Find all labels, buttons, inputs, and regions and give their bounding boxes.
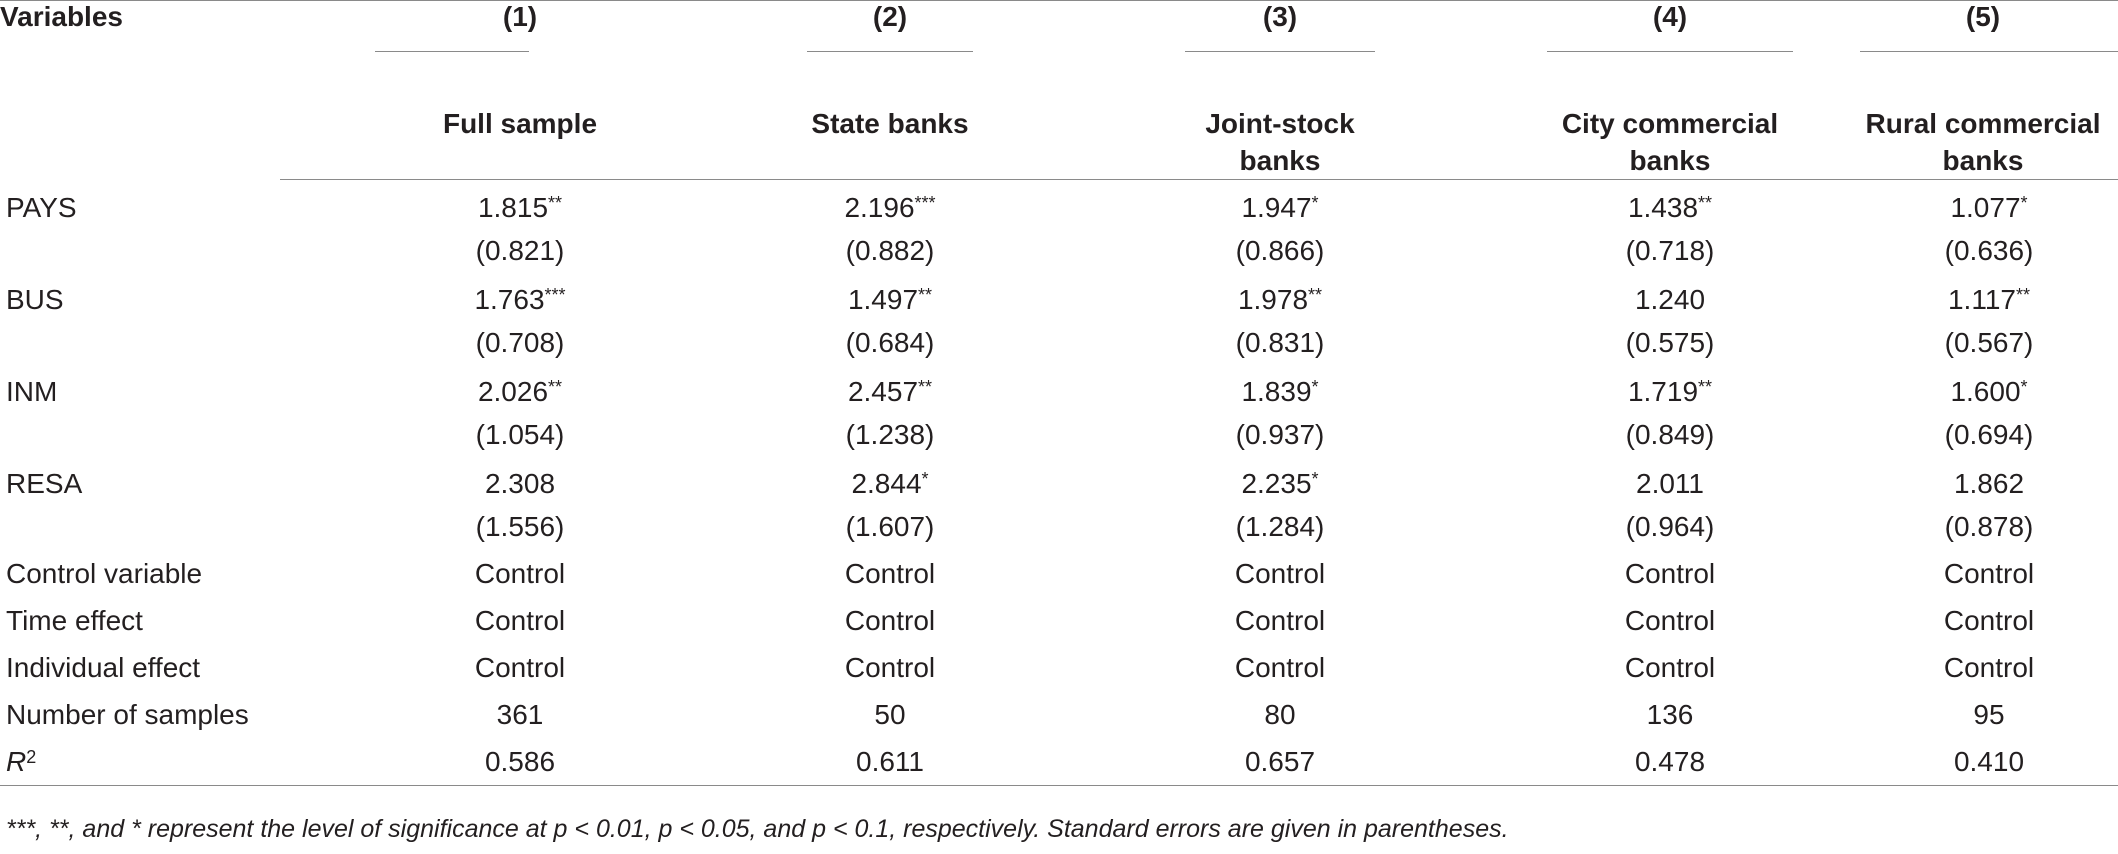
se-cell: (0.684) [845,327,935,358]
table-row [0,413,2118,456]
significance-stars: ** [1308,285,1323,305]
column-name-2 [700,83,1080,180]
coef-cell [1080,180,1480,230]
se-cell: (0.849) [1625,419,1715,450]
coef-value: 2.235 [1241,468,1312,499]
row-label: RESA [6,468,83,499]
se-cell: (0.694) [1944,419,2034,450]
se-cell: (0.866) [1235,235,1325,266]
table-row [0,505,2118,548]
row-label: INM [6,376,58,407]
coef-cell [1860,180,2118,230]
column-number-3 [1080,1,1480,84]
value-cell: Control [1943,605,2035,636]
se-cell: (1.607) [845,511,935,542]
column-number-2 [700,1,1080,84]
column-name-5-line-1: Rural commercial [1865,108,2101,139]
value-cell: Control [1234,652,1326,683]
value-cell: 80 [1264,699,1296,730]
row-label-empty [0,505,280,548]
coef-cell [1080,364,1480,413]
value-cell: Control [1943,558,2035,589]
significance-stars: * [1311,377,1319,397]
coef-cell [700,272,1080,321]
se-cell: (0.878) [1944,511,2034,542]
value-cell: Control [844,605,936,636]
column-2-underline [807,51,973,52]
significance-stars: * [2020,377,2028,397]
table-row [0,180,2118,230]
significance-stars: * [1311,193,1319,213]
column-name-3-line-1: Joint-stock [1205,108,1355,139]
significance-stars: * [2020,193,2028,213]
value-cell: Control [1943,652,2035,683]
se-cell: (1.556) [475,511,565,542]
coef-cell [1480,272,1860,321]
column-name-4-line-1: City commercial [1561,108,1779,139]
value-cell: 0.611 [700,738,1080,786]
coef-cell [1860,456,2118,505]
column-name-5-line-2: banks [1942,145,2024,176]
significance-stars: ** [918,285,933,305]
value-cell: Control [474,652,566,683]
value-cell: Control [1624,652,1716,683]
column-1-underline [375,51,529,52]
coef-cell [280,180,700,230]
column-4-underline [1547,51,1793,52]
column-name-2-line-1: State banks [811,108,969,139]
row-label: Time effect [6,605,143,636]
column-number-5-label: (5) [1965,1,2001,32]
r-squared-exponent: 2 [26,747,37,767]
significance-stars: ** [1698,377,1713,397]
table-row-r-squared [0,738,2118,786]
column-number-4-label: (4) [1652,1,1688,32]
value-cell: 95 [1973,699,2005,730]
value-cell: 0.478 [1480,738,1860,786]
column-number-2-label: (2) [872,1,908,32]
coef-cell [700,364,1080,413]
table-row [0,229,2118,272]
coef-cell [1080,272,1480,321]
table-row [0,321,2118,364]
column-number-4 [1480,1,1860,84]
coef-cell [700,456,1080,505]
se-cell: (0.718) [1625,235,1715,266]
coef-cell [280,272,700,321]
value-cell: 50 [874,699,906,730]
row-label: BUS [6,284,64,315]
coef-value: 2.844 [851,468,922,499]
table-row [0,644,2118,691]
coef-value: 1.117 [1947,284,2016,315]
se-cell: (0.708) [475,327,565,358]
coef-value: 1.862 [1953,468,2025,499]
row-label-empty [0,321,280,364]
se-cell: (0.636) [1944,235,2034,266]
coef-value: 2.308 [484,468,556,499]
value-cell: 361 [496,699,544,730]
column-name-1 [280,83,700,180]
variables-header: Variables [0,1,123,32]
coef-value: 1.438 [1627,192,1699,223]
coef-cell [280,456,700,505]
row-label-empty [0,413,280,456]
se-cell: (1.054) [475,419,565,450]
coef-value: 1.815 [477,192,549,223]
coef-cell [1080,456,1480,505]
se-cell: (0.937) [1235,419,1325,450]
value-cell: 0.410 [1860,738,2118,786]
value-cell: Control [1234,605,1326,636]
se-cell: (0.882) [845,235,935,266]
row-label: Control variable [6,558,203,589]
row-label: PAYS [6,191,77,223]
value-cell: 0.657 [1080,738,1480,786]
significance-stars: *** [914,193,936,213]
coef-cell [1480,364,1860,413]
value-cell: Control [1234,558,1326,589]
table-row [0,597,2118,644]
significance-stars: ** [1698,193,1713,213]
column-3-underline [1185,51,1375,52]
coef-value: 2.196 [844,192,915,223]
column-5-underline [1860,51,2118,52]
coef-cell [700,180,1080,230]
column-number-5 [1860,1,2118,84]
coef-value: 1.763 [474,284,545,315]
significance-stars: ** [918,377,933,397]
coef-cell [280,364,700,413]
coef-cell [1860,364,2118,413]
coef-value: 1.719 [1627,376,1699,407]
coef-value: 2.457 [847,376,919,407]
se-cell: (0.575) [1625,327,1715,358]
significance-stars: * [1311,469,1319,489]
header-name-row [0,83,2118,180]
table-row [0,272,2118,321]
value-cell: 136 [1646,699,1694,730]
table-row [0,456,2118,505]
se-cell: (0.831) [1235,327,1325,358]
r-squared-label [0,738,280,786]
coef-value: 1.497 [847,284,919,315]
se-cell: (0.964) [1625,511,1715,542]
coef-value: 2.011 [1636,468,1704,499]
column-name-4-line-2: banks [1629,145,1711,176]
value-cell: Control [844,558,936,589]
column-name-1-line-1: Full sample [442,108,598,139]
value-cell: Control [474,558,566,589]
row-label-empty [0,229,280,272]
column-number-1-label: (1) [502,1,538,32]
value-cell: Control [474,605,566,636]
significance-stars: ** [548,193,563,213]
column-number-1 [280,1,700,84]
coef-value: 1.978 [1237,284,1309,315]
se-cell: (0.821) [475,235,565,266]
coef-cell [1480,456,1860,505]
coef-value: 2.026 [477,376,549,407]
coef-value: 1.240 [1634,284,1706,315]
significance-stars: *** [544,285,566,305]
r-squared-base: R [6,746,27,777]
coef-value: 1.839 [1241,376,1312,407]
header-number-row [0,1,2118,84]
value-cell: Control [844,652,936,683]
value-cell: Control [1624,558,1716,589]
column-name-3-line-2: banks [1239,145,1321,176]
coef-cell [1480,180,1860,230]
value-cell: 0.586 [280,738,700,786]
coef-value: 1.077 [1950,192,2021,223]
significance-stars: ** [2015,285,2030,305]
se-cell: (1.284) [1235,511,1325,542]
column-name-3 [1080,83,1480,180]
table-footnote: ***, **, and * represent the level of significance at p < 0.01, p < 0.05, and p < 0.1, respectively. Standard errors are given in parentheses. [6,815,1509,843]
column-name-5 [1860,83,2118,180]
column-name-4 [1480,83,1860,180]
se-cell: (0.567) [1944,327,2034,358]
significance-stars: ** [548,377,563,397]
value-cell: Control [1624,605,1716,636]
column-number-3-label: (3) [1262,1,1298,32]
se-cell: (1.238) [845,419,935,450]
row-label: Number of samples [6,699,249,730]
significance-stars: * [921,469,929,489]
table-row [0,364,2118,413]
table-row [0,548,2118,597]
coef-value: 1.947 [1241,192,1312,223]
table-row [0,691,2118,738]
row-label: Individual effect [6,652,201,683]
coef-cell [1860,272,2118,321]
coef-value: 1.600 [1950,376,2021,407]
